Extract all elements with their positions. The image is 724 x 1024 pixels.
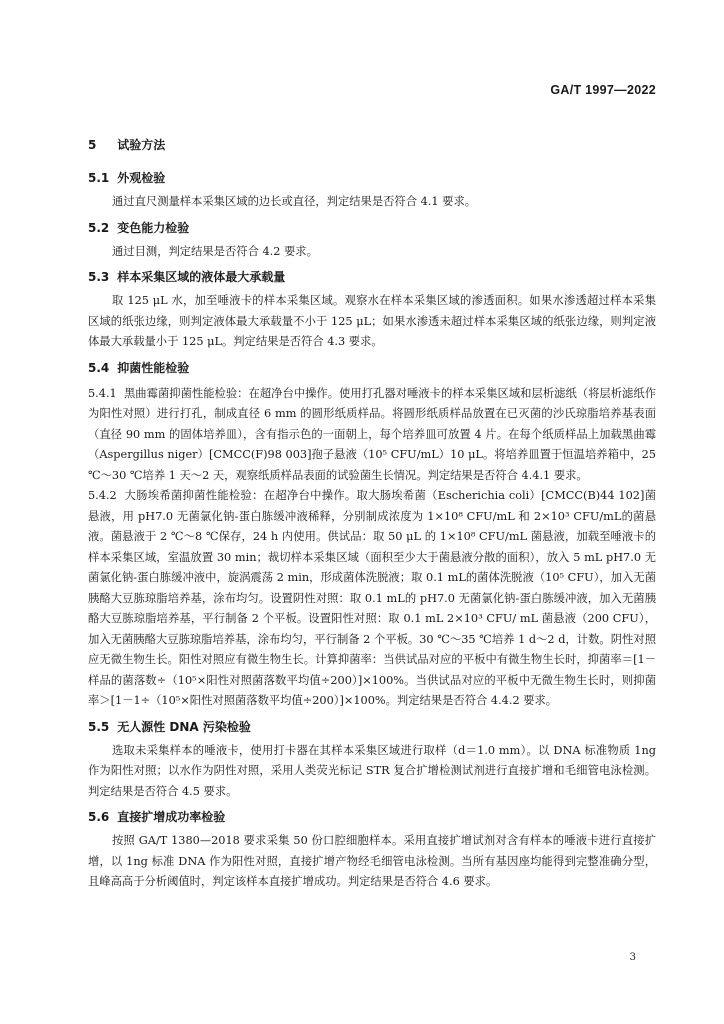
section-5-3-text: 取 125 μL 水，加至唾液卡的样本采集区域。观察水在样本采集区域的渗透面积。如果水渗透超过样本采集区域的纸张边缘，则判定液体最大承载量不小于 125 μL；如果水渗透未超过样本采集区域的纸张边缘，则判定液体最大承载量小于 125 μL。判定结果是否符合 4.3 要求。 bbox=[88, 294, 656, 348]
section-5-2-title: 变色能力检验 bbox=[117, 220, 190, 235]
section-5-5-text: 选取未采集样本的唾液卡，使用打卡器在其样本采集区域进行取样（d＝1.0 mm）。以 DNA 标准物质 1ng 作为阳性对照；以水作为阴性对照，采用人类荧光标记 STR 复合扩增检测试剂进行直接扩增和毛细管电泳检测。判定结果是否符合 4.5 要求。 bbox=[88, 743, 656, 798]
section-5-1-number: 5.1 bbox=[88, 171, 110, 185]
section-5-1-heading bbox=[88, 169, 656, 186]
section-5-6-title: 直接扩增成功率检验 bbox=[117, 810, 226, 824]
section-5-1-text: 通过直尺测量样本采集区域的边长或直径，判定结果是否符合 4.1 要求。 bbox=[112, 195, 477, 208]
section-5-1-title: 外观检验 bbox=[117, 171, 166, 185]
section-5-4-1-text: 黑曲霉菌抑菌性能检验：在超净台中操作。使用打孔器对唾液卡的样本采集区域和层析滤纸（将层析滤纸作为阳性对照）进行打孔，制成直径 6 mm 的圆形纸质样品。将圆形纸质样品放置在已灭菌的沙氏琼脂培养基表面（直径 90 mm 的固体培养皿），含有指示色的一面朝上，每个培养皿可放置 4 片。在每个纸质样品上加载黑曲霉（Aspergillus niger）[CMCC(F)98 003]孢子悬液（10⁵ CFU/mL）10 μL。将培养皿置于恒温培养箱中，25 ℃～30 ℃培养 1 天～2 天，观察纸质样品表面的试验菌生长情况。判定结果是否符合 4.4.1 要求。 bbox=[88, 386, 656, 482]
section-5-5-number: 5.5 bbox=[88, 719, 110, 734]
page-number: 3 bbox=[629, 952, 636, 963]
section-5-heading bbox=[88, 136, 656, 153]
section-5-5-heading bbox=[88, 718, 656, 735]
section-5-2-text: 通过目测，判定结果是否符合 4.2 要求。 bbox=[112, 244, 318, 258]
section-5-4-title: 抑菌性能检验 bbox=[117, 360, 190, 375]
section-5-4-2-text: 大肠埃希菌抑菌性能检验：在超净台中操作。取大肠埃希菌（Escherichia coli）[CMCC(B)44 102]菌悬液，用 pH7.0 无菌氯化钠-蛋白胨缓冲液稀释，分别制成浓度为 1×10⁸ CFU/mL 和 2×10³ CFU/mL的菌悬液。菌悬液于 2 ℃～8 ℃保存，24 h 内使用。供试品：取 50 μL 的 1×10⁸ CFU/mL 菌悬液，加载至唾液卡的样本采集区域，室温放置 30 min；裁切样本采集区域（面积至少大于菌悬液分散的面积），放入 5 mL pH7.0 无菌氯化钠-蛋白胨缓冲液中，旋涡震荡 2 min，形成菌体洗脱液；取 0.1 mL的菌体洗脱液（10⁵ CFU），加入无菌胰酪大豆胨琼脂培养基，涂布均匀。设置阴性对照：取 0.1 mL的 pH7.0 无菌氯化钠-蛋白胨缓冲液，加入无菌胰酪大豆胨琼脂培养基，平行制备 2 个平板。设置阳性对照：取 0.1 mL 2×10³ CFU/ mL 菌悬液（200 CFU），加入无菌胰酪大豆胨琼脂培养基，涂布均匀，平行制备 2 个平板。30 ℃～35 ℃培养 1 d～2 d，计数。阴性对照应无微生物生长。阳性对照应有微生物生长。计算抑菌率：当供试品对应的平板中有微生物生长时，抑菌率＝[1－样品的菌落数÷（10⁵×阳性对照菌落数平均值÷200）]×100%。当供试品对应的平板中无微生物生长时，则抑菌率＞[1－1÷（10⁵×阳性对照菌落数平均值÷200）]×100%。判定结果是否符合 4.4.2 要求。 bbox=[88, 489, 657, 707]
standard-code-header: GA/T 1997—2022 bbox=[550, 83, 656, 97]
section-5-6-text: 按照 GA/T 1380—2018 要求采集 50 份口腔细胞样本。采用直接扩增试剂对含有样本的唾液卡进行直接扩增，以 1ng 标准 DNA 作为阳性对照，直接扩增产物经毛细管电泳检测。当所有基因座均能得到完整准确分型，且峰高高于分析阈值时，判定该样本直接扩增成功。判定结果是否符合 4.6 要求。 bbox=[88, 834, 656, 888]
section-5-title: 试验方法 bbox=[117, 138, 166, 152]
section-5-4-1-number: 5.4.1 bbox=[88, 386, 117, 400]
section-5-6-heading bbox=[88, 808, 656, 825]
document-body bbox=[88, 136, 656, 893]
section-5-4-number: 5.4 bbox=[88, 360, 110, 375]
section-5-4-heading bbox=[88, 359, 656, 376]
section-5-3-number: 5.3 bbox=[88, 270, 110, 284]
section-5-4-2-number: 5.4.2 bbox=[88, 489, 117, 502]
section-5-4-1-paragraph bbox=[88, 384, 656, 487]
section-5-2-number: 5.2 bbox=[88, 220, 110, 235]
section-5-6-number: 5.6 bbox=[88, 810, 110, 824]
section-5-3-heading bbox=[88, 268, 656, 285]
section-5-5-title: 无人源性 DNA 污染检验 bbox=[117, 719, 251, 734]
section-5-3-title: 样本采集区域的液体最大承载量 bbox=[117, 270, 286, 284]
section-5-4-2-paragraph bbox=[88, 486, 656, 712]
section-5-number: 5 bbox=[88, 138, 97, 152]
section-5-2-heading bbox=[88, 219, 656, 236]
